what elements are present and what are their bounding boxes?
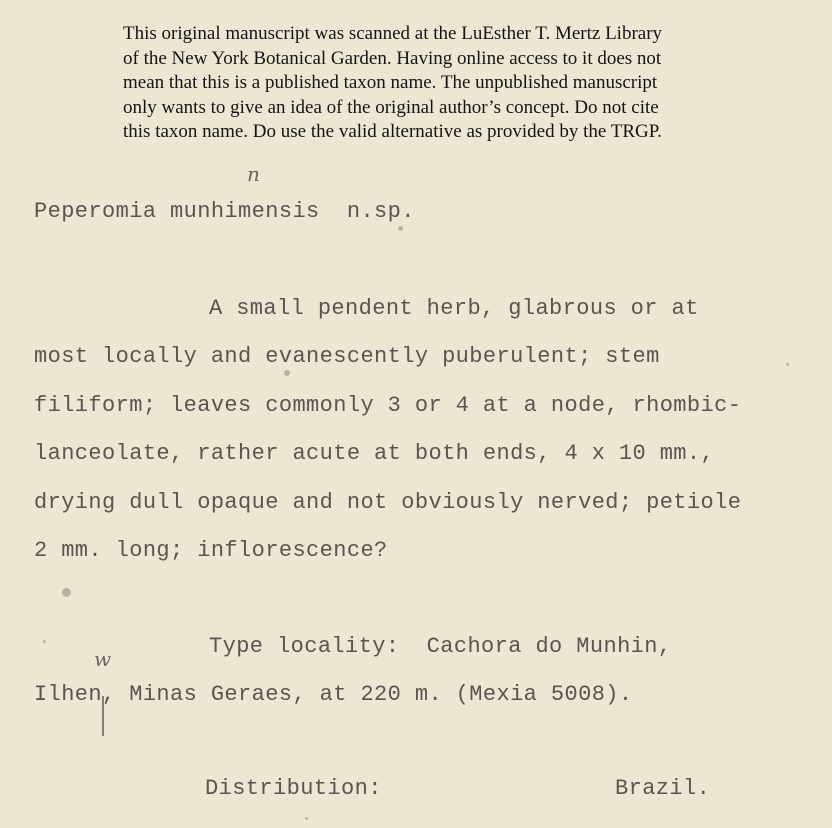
handwritten-correction-n: n (247, 162, 260, 186)
notice-line: only wants to give an idea of the original author’s concept. Do not cite (123, 96, 659, 118)
paper-speck (305, 817, 308, 820)
notice-line: of the New York Botanical Garden. Having online access to it does not (123, 47, 662, 69)
notice-line: This original manuscript was scanned at the LuEsther T. Mertz Library (123, 23, 663, 44)
distribution-label: Distribution: (205, 776, 382, 801)
distribution-value: Brazil. (615, 776, 711, 801)
description-line: A small pendent herb, glabrous or at (209, 296, 699, 321)
description-line: drying dull opaque and not obviously nerved; petiole (34, 490, 742, 515)
description-line: lanceolate, rather acute at both ends, 4 x 10 mm., (34, 441, 715, 466)
type-locality-line: Type locality: Cachora do Munhin, (209, 634, 672, 659)
paper-speck (62, 588, 71, 597)
handwritten-correction-w: w (94, 647, 112, 671)
notice-line: mean that this is a published taxon name. The unpublished manuscript (123, 72, 658, 93)
description-line: most locally and evanescently puberulent; stem (34, 344, 660, 369)
paper-speck (398, 226, 403, 231)
species-title: Peperomia munhimensis n.sp. (34, 199, 415, 224)
description-line: filiform; leaves commonly 3 or 4 at a node, rhombic- (34, 393, 742, 418)
notice-line: this taxon name. Do use the valid alternative as provided by the TRGP. (123, 121, 662, 142)
paper-speck (786, 363, 789, 366)
library-notice (123, 22, 763, 145)
description-line: 2 mm. long; inflorescence? (34, 538, 388, 563)
paper-speck (284, 370, 290, 376)
type-locality-line: Ilhen, Minas Geraes, at 220 m. (Mexia 5008). (34, 682, 633, 707)
paper-speck (43, 640, 46, 643)
